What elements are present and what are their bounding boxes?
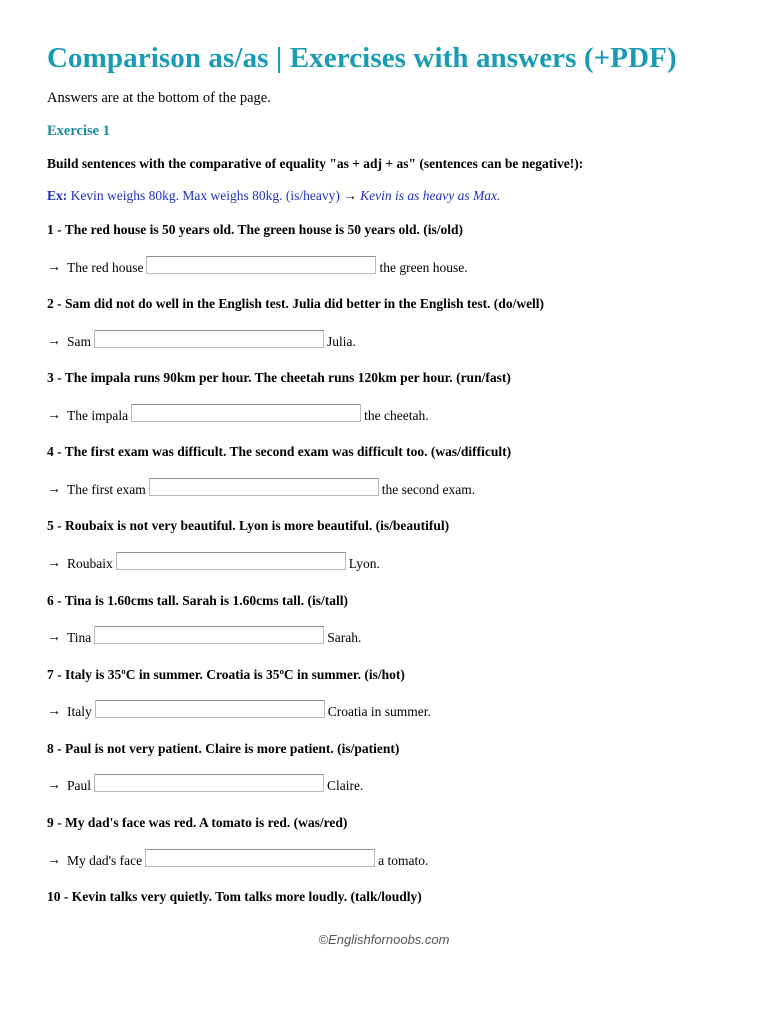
example-answer: Kevin is as heavy as Max. <box>360 188 501 203</box>
question-9: 9 - My dad's face was red. A tomato is red. (was/red) <box>47 815 348 830</box>
answer-row-7 <box>47 700 431 720</box>
answer-suffix: the green house. <box>379 260 468 275</box>
answer-prefix: My dad's face <box>67 853 143 868</box>
arrow-icon: → <box>47 260 61 275</box>
answer-row-8 <box>47 774 363 794</box>
answer-row-5 <box>47 552 380 572</box>
intro-text: Answers are at the bottom of the page. <box>47 90 271 106</box>
example-sentence <box>47 188 500 204</box>
arrow-icon: → <box>47 334 61 349</box>
question-8: 8 - Paul is not very patient. Claire is more patient. (is/patient) <box>47 741 400 756</box>
answer-row-3 <box>47 404 429 424</box>
answer-prefix: Sam <box>67 334 92 349</box>
arrow-icon: → <box>47 853 61 868</box>
answer-prefix: Roubaix <box>67 556 113 571</box>
answer-prefix: The first exam <box>67 482 146 497</box>
answer-suffix: Julia. <box>327 334 356 349</box>
arrow-icon: → <box>343 188 357 203</box>
answer-suffix: Claire. <box>327 778 364 793</box>
answer-suffix: Croatia in summer. <box>327 704 431 719</box>
answer-row-6 <box>47 626 361 646</box>
question-7: 7 - Italy is 35ºC in summer. Croatia is 35ºC in summer. (is/hot) <box>47 667 405 682</box>
question-1: 1 - The red house is 50 years old. The green house is 50 years old. (is/old) <box>47 222 464 237</box>
answer-suffix: a tomato. <box>378 853 429 868</box>
answer-input-6[interactable] <box>94 626 324 644</box>
answer-row-9 <box>47 849 428 869</box>
answer-input-4[interactable] <box>149 478 379 496</box>
question-10: 10 - Kevin talks very quietly. Tom talks more loudly. (talk/loudly) <box>47 889 422 904</box>
footer-copyright: ©Englishfornoobs.com <box>318 932 450 947</box>
answer-prefix: Tina <box>67 630 92 645</box>
answer-row-4 <box>47 478 475 498</box>
arrow-icon: → <box>47 778 61 793</box>
answer-input-9[interactable] <box>145 849 375 867</box>
answer-suffix: Lyon. <box>348 556 380 571</box>
answer-suffix: Sarah. <box>327 630 362 645</box>
answer-input-5[interactable] <box>116 552 346 570</box>
exercise-heading: Exercise 1 <box>47 123 110 139</box>
exercise-instructions: Build sentences with the comparative of equality "as + adj + as" (sentences can be negative!): <box>47 156 584 171</box>
answer-input-7[interactable] <box>95 700 325 718</box>
answer-prefix: The red house <box>67 260 144 275</box>
answer-input-2[interactable] <box>94 330 324 348</box>
arrow-icon: → <box>47 704 61 719</box>
answer-row-1 <box>47 256 468 276</box>
answer-input-3[interactable] <box>131 404 361 422</box>
arrow-icon: → <box>47 556 61 571</box>
answer-row-2 <box>47 330 356 350</box>
question-3: 3 - The impala runs 90km per hour. The cheetah runs 120km per hour. (run/fast) <box>47 370 511 385</box>
page-title: Comparison as/as | Exercises with answers (+PDF) <box>47 42 677 74</box>
arrow-icon: → <box>47 408 61 423</box>
answer-input-1[interactable] <box>146 256 376 274</box>
question-4: 4 - The first exam was difficult. The second exam was difficult too. (was/difficult) <box>47 444 512 459</box>
answer-input-8[interactable] <box>94 774 324 792</box>
answer-suffix: the second exam. <box>381 482 476 497</box>
answer-prefix: The impala <box>67 408 129 423</box>
example-label: Ex: <box>47 188 68 203</box>
arrow-icon: → <box>47 482 61 497</box>
example-prompt: Kevin weighs 80kg. Max weighs 80kg. (is/heavy) <box>70 188 340 203</box>
arrow-icon: → <box>47 630 61 645</box>
question-2: 2 - Sam did not do well in the English test. Julia did better in the English test. (do/well) <box>47 296 545 311</box>
answer-prefix: Italy <box>67 704 92 719</box>
answer-prefix: Paul <box>67 778 92 793</box>
answer-suffix: the cheetah. <box>364 408 429 423</box>
question-5: 5 - Roubaix is not very beautiful. Lyon is more beautiful. (is/beautiful) <box>47 518 450 533</box>
question-6: 6 - Tina is 1.60cms tall. Sarah is 1.60cms tall. (is/tall) <box>47 593 349 608</box>
